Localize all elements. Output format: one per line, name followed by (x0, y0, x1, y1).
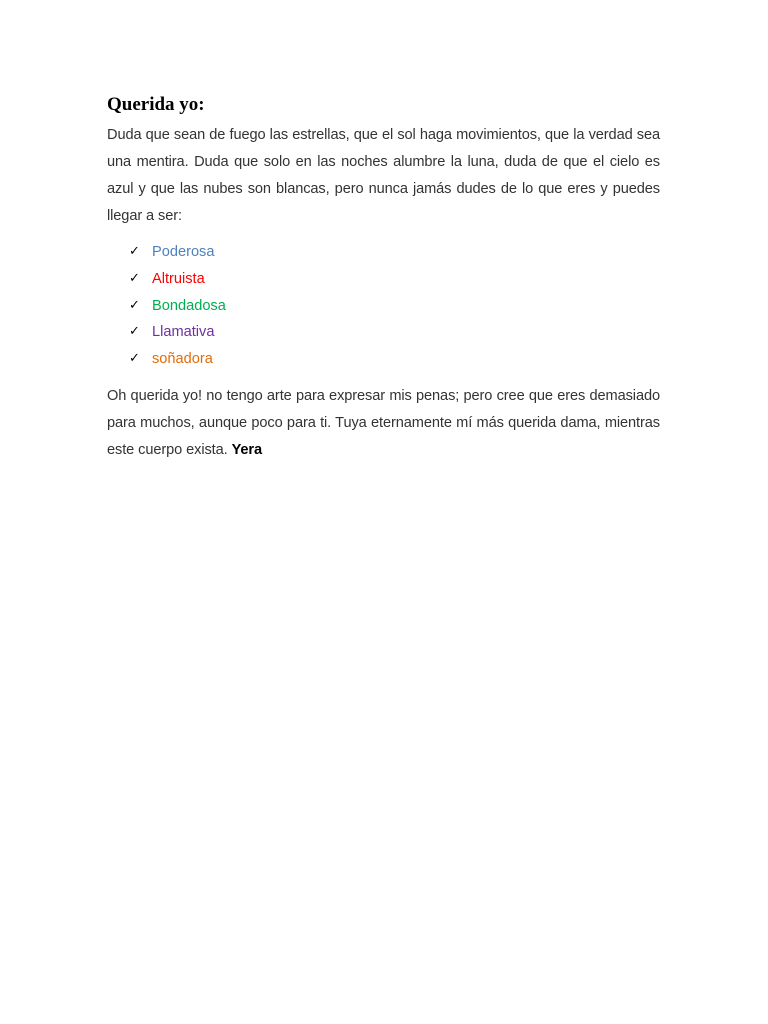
check-icon: ✓ (129, 324, 140, 340)
qualities-checklist (107, 239, 660, 373)
signature: Yera (231, 441, 263, 458)
list-item-label: soñadora (152, 351, 213, 368)
list-item-llamativa (107, 319, 660, 346)
check-icon: ✓ (129, 270, 140, 286)
check-icon: ✓ (129, 351, 140, 367)
list-item-label: Altruista (152, 270, 205, 287)
check-icon: ✓ (129, 244, 140, 259)
closing-paragraph (107, 383, 660, 464)
list-item-sonadora (107, 346, 660, 373)
intro-paragraph: Duda que sean de fuego las estrellas, que el sol haga movimientos, que la verdad sea una mentira. Duda que solo en las noches alumbre la luna, duda de que el cielo es azul y que las nubes son blancas, pero nunca jamás dudes de lo que eres y puedes llegar a ser: (107, 127, 660, 224)
list-item-label: Poderosa (152, 244, 215, 260)
list-item-label: Llamativa (152, 324, 215, 341)
list-item-bondadosa (107, 293, 660, 320)
letter-heading: Querida yo: (107, 94, 205, 115)
check-icon: ✓ (129, 297, 140, 313)
closing-text: Oh querida yo! no tengo arte para expresar mis penas; pero cree que eres demasiado para muchos, aunque poco para ti. Tuya eternamente mí más querida dama, mientras este cuerpo exista. (107, 387, 660, 458)
letter-page (107, 92, 660, 464)
list-item-poderosa (107, 239, 660, 266)
list-item-altruista (107, 266, 660, 293)
list-item-label: Bondadosa (152, 297, 226, 314)
